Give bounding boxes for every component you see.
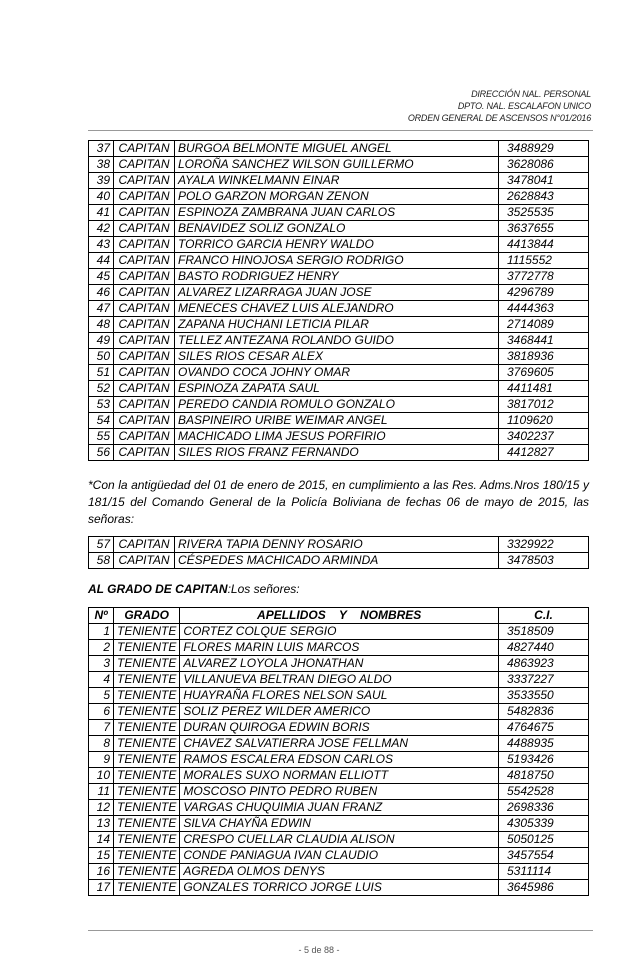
table-row — [89, 429, 589, 445]
row-number: 14 — [89, 832, 114, 848]
table-row — [89, 269, 589, 285]
row-rank: TENIENTE — [114, 720, 180, 736]
row-full-name: BASTO RODRIGUEZ HENRY — [175, 269, 499, 285]
row-rank: TENIENTE — [114, 672, 180, 688]
row-number: 43 — [89, 237, 114, 253]
row-full-name: LOROÑA SANCHEZ WILSON GUILLERMO — [175, 157, 499, 173]
row-number: 52 — [89, 381, 114, 397]
row-full-name: FRANCO HINOJOSA SERGIO RODRIGO — [175, 253, 499, 269]
row-ci: 3488929 — [499, 141, 589, 157]
row-number: 41 — [89, 205, 114, 221]
row-ci: 3628086 — [499, 157, 589, 173]
row-full-name: CONDE PANIAGUA IVAN CLAUDIO — [180, 848, 499, 864]
row-rank: TENIENTE — [114, 624, 180, 640]
row-full-name: ESPINOZA ZAMBRANA JUAN CARLOS — [175, 205, 499, 221]
row-number: 46 — [89, 285, 114, 301]
row-ci: 3533550 — [499, 688, 589, 704]
table-row — [89, 624, 589, 640]
row-number: 5 — [89, 688, 114, 704]
row-ci: 2628843 — [499, 189, 589, 205]
row-number: 7 — [89, 720, 114, 736]
row-rank: TENIENTE — [114, 816, 180, 832]
row-number: 47 — [89, 301, 114, 317]
row-ci: 5311114 — [499, 864, 589, 880]
row-ci: 3645986 — [499, 880, 589, 896]
table-row — [89, 864, 589, 880]
row-rank: CAPITAN — [114, 365, 175, 381]
row-full-name: BURGOA BELMONTE MIGUEL ANGEL — [175, 141, 499, 157]
row-full-name: MORALES SUXO NORMAN ELLIOTT — [180, 768, 499, 784]
row-ci: 1109620 — [499, 413, 589, 429]
row-number: 42 — [89, 221, 114, 237]
row-ci: 4827440 — [499, 640, 589, 656]
row-full-name: MOSCOSO PINTO PEDRO RUBEN — [180, 784, 499, 800]
row-number: 48 — [89, 317, 114, 333]
header-divider — [88, 130, 593, 131]
row-full-name: FLORES MARIN LUIS MARCOS — [180, 640, 499, 656]
row-ci: 4818750 — [499, 768, 589, 784]
row-number: 50 — [89, 349, 114, 365]
row-number: 37 — [89, 141, 114, 157]
row-full-name: ALVAREZ LIZARRAGA JUAN JOSE — [175, 285, 499, 301]
row-number: 39 — [89, 173, 114, 189]
row-ci: 3772778 — [499, 269, 589, 285]
row-rank: CAPITAN — [114, 381, 175, 397]
row-rank: TENIENTE — [114, 880, 180, 896]
row-full-name: ZAPANA HUCHANI LETICIA PILAR — [175, 317, 499, 333]
row-ci: 4488935 — [499, 736, 589, 752]
row-ci: 5542528 — [499, 784, 589, 800]
table-row — [89, 752, 589, 768]
row-rank: CAPITAN — [114, 237, 175, 253]
row-rank: CAPITAN — [114, 141, 175, 157]
table-row — [89, 237, 589, 253]
table-row — [89, 141, 589, 157]
row-rank: TENIENTE — [114, 688, 180, 704]
row-ci: 4444363 — [499, 301, 589, 317]
row-ci: 3457554 — [499, 848, 589, 864]
table-row — [89, 880, 589, 896]
row-full-name: PEREDO CANDIA ROMULO GONZALO — [175, 397, 499, 413]
row-ci: 2714089 — [499, 317, 589, 333]
row-number: 45 — [89, 269, 114, 285]
row-ci: 4764675 — [499, 720, 589, 736]
table-row — [89, 397, 589, 413]
table-row — [89, 301, 589, 317]
row-full-name: ALVAREZ LOYOLA JHONATHAN — [180, 656, 499, 672]
row-number: 56 — [89, 445, 114, 461]
row-full-name: SILES RIOS CESAR ALEX — [175, 349, 499, 365]
row-ci: 3329922 — [499, 537, 589, 553]
row-full-name: BENAVIDEZ SOLIZ GONZALO — [175, 221, 499, 237]
table-row — [89, 253, 589, 269]
row-number: 11 — [89, 784, 114, 800]
table-row — [89, 768, 589, 784]
table-row — [89, 381, 589, 397]
row-rank: TENIENTE — [114, 736, 180, 752]
column-header: GRADO — [114, 608, 180, 624]
table-row — [89, 173, 589, 189]
row-ci: 5482836 — [499, 704, 589, 720]
row-ci: 3337227 — [499, 672, 589, 688]
row-full-name: RIVERA TAPIA DENNY ROSARIO — [175, 537, 499, 553]
row-ci: 3518509 — [499, 624, 589, 640]
table-row — [89, 720, 589, 736]
table-row — [89, 832, 589, 848]
row-rank: CAPITAN — [114, 269, 175, 285]
row-number: 10 — [89, 768, 114, 784]
section-subheading — [88, 582, 300, 596]
row-full-name: DURAN QUIROGA EDWIN BORIS — [180, 720, 499, 736]
header-line-2: DPTO. NAL. ESCALAFON UNICO — [457, 101, 591, 111]
row-number: 1 — [89, 624, 114, 640]
table-row — [89, 333, 589, 349]
row-rank: TENIENTE — [114, 864, 180, 880]
table-row — [89, 365, 589, 381]
row-full-name: TELLEZ ANTEZANA ROLANDO GUIDO — [175, 333, 499, 349]
row-rank: CAPITAN — [114, 553, 175, 569]
row-rank: CAPITAN — [114, 173, 175, 189]
promotion-table-capitan-2 — [88, 536, 589, 569]
row-number: 12 — [89, 800, 114, 816]
promotion-table-teniente — [88, 607, 589, 896]
row-number: 4 — [89, 672, 114, 688]
row-rank: CAPITAN — [114, 285, 175, 301]
row-full-name: VILLANUEVA BELTRAN DIEGO ALDO — [180, 672, 499, 688]
page-header — [408, 88, 591, 124]
row-full-name: OVANDO COCA JOHNY OMAR — [175, 365, 499, 381]
column-header: APELLIDOS Y NOMBRES — [180, 608, 499, 624]
table-row — [89, 317, 589, 333]
row-number: 17 — [89, 880, 114, 896]
row-ci: 4413844 — [499, 237, 589, 253]
table-row — [89, 672, 589, 688]
row-full-name: HUAYRAÑA FLORES NELSON SAUL — [180, 688, 499, 704]
row-rank: TENIENTE — [114, 752, 180, 768]
row-ci: 4863923 — [499, 656, 589, 672]
table-row — [89, 537, 589, 553]
row-rank: TENIENTE — [114, 784, 180, 800]
row-full-name: TORRICO GARCIA HENRY WALDO — [175, 237, 499, 253]
row-number: 57 — [89, 537, 114, 553]
row-number: 15 — [89, 848, 114, 864]
row-rank: CAPITAN — [114, 157, 175, 173]
row-rank: CAPITAN — [114, 189, 175, 205]
row-number: 16 — [89, 864, 114, 880]
row-full-name: AYALA WINKELMANN EINAR — [175, 173, 499, 189]
row-full-name: RAMOS ESCALERA EDSON CARLOS — [180, 752, 499, 768]
row-rank: TENIENTE — [114, 656, 180, 672]
table-row — [89, 157, 589, 173]
promotion-table-capitan-1 — [88, 140, 589, 461]
row-ci: 5050125 — [499, 832, 589, 848]
row-ci: 3818936 — [499, 349, 589, 365]
row-number: 8 — [89, 736, 114, 752]
table-row — [89, 285, 589, 301]
row-full-name: CHAVEZ SALVATIERRA JOSE FELLMAN — [180, 736, 499, 752]
table-row — [89, 736, 589, 752]
row-full-name: MACHICADO LIMA JESUS PORFIRIO — [175, 429, 499, 445]
column-header: Nº — [89, 608, 114, 624]
row-full-name: CRESPO CUELLAR CLAUDIA ALISON — [180, 832, 499, 848]
row-rank: TENIENTE — [114, 640, 180, 656]
row-rank: CAPITAN — [114, 301, 175, 317]
row-full-name: ESPINOZA ZAPATA SAUL — [175, 381, 499, 397]
row-rank: TENIENTE — [114, 800, 180, 816]
row-full-name: POLO GARZON MORGAN ZENON — [175, 189, 499, 205]
column-header: C.I. — [499, 608, 589, 624]
antiquity-paragraph: *Con la antigüedad del 01 de enero de 2015, en cumplimiento a las Res. Adms.Nros 180/15 y 181/15 del Comando General de la Policía Boliviana de fechas 06 de mayo de 2015, las señoras: — [88, 478, 589, 526]
row-full-name: AGREDA OLMOS DENYS — [180, 864, 499, 880]
row-ci: 4305339 — [499, 816, 589, 832]
row-ci: 3525535 — [499, 205, 589, 221]
row-ci: 2698336 — [499, 800, 589, 816]
row-full-name: MENECES CHAVEZ LUIS ALEJANDRO — [175, 301, 499, 317]
row-ci: 3468441 — [499, 333, 589, 349]
page-number: - 5 de 88 - — [298, 945, 340, 955]
row-number: 58 — [89, 553, 114, 569]
header-line-1: DIRECCIÓN NAL. PERSONAL — [471, 89, 591, 99]
row-rank: CAPITAN — [114, 537, 175, 553]
row-rank: CAPITAN — [114, 333, 175, 349]
row-rank: TENIENTE — [114, 848, 180, 864]
row-full-name: GONZALES TORRICO JORGE LUIS — [180, 880, 499, 896]
table-row — [89, 413, 589, 429]
header-line-3: ORDEN GENERAL DE ASCENSOS N°01/2016 — [407, 113, 591, 123]
row-ci: 3769605 — [499, 365, 589, 381]
table-row — [89, 784, 589, 800]
row-number: 40 — [89, 189, 114, 205]
row-number: 51 — [89, 365, 114, 381]
row-full-name: CORTEZ COLQUE SERGIO — [180, 624, 499, 640]
row-number: 3 — [89, 656, 114, 672]
table-row — [89, 816, 589, 832]
row-ci: 3817012 — [499, 397, 589, 413]
row-ci: 4296789 — [499, 285, 589, 301]
row-ci: 4411481 — [499, 381, 589, 397]
table-row — [89, 656, 589, 672]
row-rank: CAPITAN — [114, 397, 175, 413]
row-ci: 4412827 — [499, 445, 589, 461]
row-ci: 5193426 — [499, 752, 589, 768]
row-ci: 3478041 — [499, 173, 589, 189]
row-number: 13 — [89, 816, 114, 832]
row-ci: 3478503 — [499, 553, 589, 569]
table-row — [89, 189, 589, 205]
row-full-name: SILES RIOS FRANZ FERNANDO — [175, 445, 499, 461]
row-ci: 3402237 — [499, 429, 589, 445]
row-rank: CAPITAN — [114, 221, 175, 237]
subheading-bold: AL GRADO DE CAPITAN — [88, 582, 228, 596]
row-rank: CAPITAN — [114, 349, 175, 365]
footer-divider — [88, 930, 593, 931]
row-rank: CAPITAN — [114, 317, 175, 333]
row-full-name: VARGAS CHUQUIMIA JUAN FRANZ — [180, 800, 499, 816]
row-rank: CAPITAN — [114, 253, 175, 269]
table-row — [89, 445, 589, 461]
table-row — [89, 553, 589, 569]
table-row — [89, 848, 589, 864]
row-rank: TENIENTE — [114, 768, 180, 784]
row-number: 55 — [89, 429, 114, 445]
row-number: 44 — [89, 253, 114, 269]
row-number: 6 — [89, 704, 114, 720]
row-full-name: BASPINEIRO URIBE WEIMAR ANGEL — [175, 413, 499, 429]
subheading-rest: :Los señores: — [227, 582, 300, 596]
row-number: 2 — [89, 640, 114, 656]
row-number: 38 — [89, 157, 114, 173]
row-number: 9 — [89, 752, 114, 768]
table-row — [89, 640, 589, 656]
row-rank: TENIENTE — [114, 704, 180, 720]
row-number: 53 — [89, 397, 114, 413]
row-rank: CAPITAN — [114, 205, 175, 221]
row-full-name: SILVA CHAYÑA EDWIN — [180, 816, 499, 832]
row-full-name: CÉSPEDES MACHICADO ARMINDA — [175, 553, 499, 569]
table-row — [89, 800, 589, 816]
row-ci: 1115552 — [499, 253, 589, 269]
row-rank: CAPITAN — [114, 429, 175, 445]
table-row — [89, 221, 589, 237]
row-number: 54 — [89, 413, 114, 429]
row-rank: CAPITAN — [114, 413, 175, 429]
row-number: 49 — [89, 333, 114, 349]
table-row — [89, 205, 589, 221]
row-rank: TENIENTE — [114, 832, 180, 848]
row-full-name: SOLIZ PEREZ WILDER AMERICO — [180, 704, 499, 720]
table-row — [89, 688, 589, 704]
table-row — [89, 349, 589, 365]
row-ci: 3637655 — [499, 221, 589, 237]
table-row — [89, 704, 589, 720]
row-rank: CAPITAN — [114, 445, 175, 461]
